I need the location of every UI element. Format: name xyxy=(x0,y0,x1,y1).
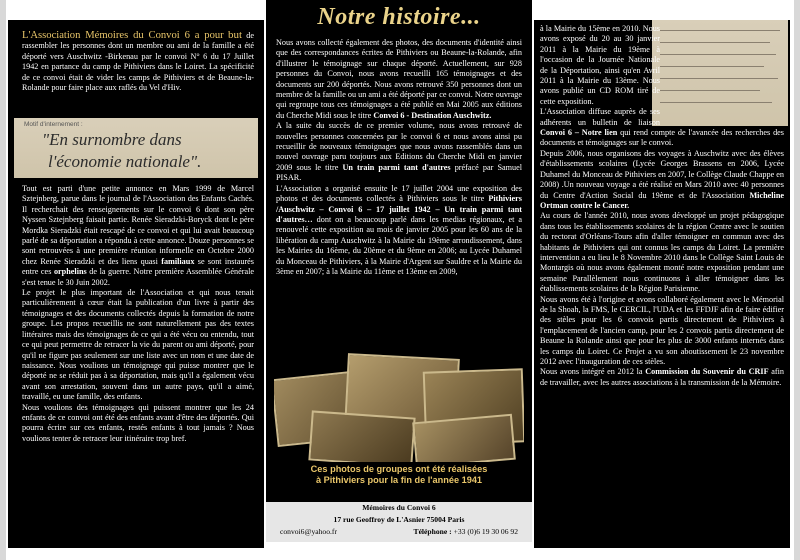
contact-footer xyxy=(266,502,532,542)
activities-paragraph-6 xyxy=(540,367,784,388)
history-text-1b: se sont instaurés entre ces xyxy=(22,256,254,277)
intro-text: de rassembler les personnes dont un membre ou ami de la famille a été déporté vers Auschwitz -Birkenau par le convoi N° 6 du 17 Juillet 1942 en partance du camp de Pithiviers dans le Loiret. La spécificité de ce convoi était de vider les camps de Pithiviers et de Beaune-la-Rolande pour faire place aux raflés du Vel d'Hiv. xyxy=(22,31,255,93)
history-paragraph-1 xyxy=(22,184,254,288)
activities-paragraph-1: à la Mairie du 15ème en 2010. Nous avons exposé du 20 au 30 janvier 2011 à la Mairie du 19ème à l'occasion de la Journée Nationale de la Déportation, ainsi qu'en Avril 2011 à la Mairie du 13ème. Nous avons publié un CD ROM tiré de cette exposition. xyxy=(540,24,660,106)
footer-name: Mémoires du Convoi 6 xyxy=(362,503,436,512)
internment-document-photo xyxy=(14,118,258,178)
group-photo-5 xyxy=(412,414,516,462)
photo-caption xyxy=(274,464,524,486)
activities-paragraph-4: Au cours de l'année 2010, nous avons développé un projet pédagogique dans tous les établissements scolaires de la région Centre avec le soutien du rectorat d'Orléans-Tours afin d'aller témoigner en commun avec des habitants de Pithiviers qui ont connus les camps du Loiret. La première intervention a eu lieu le 8 Novembre 2010 dans le Collège Saint Louis de Montargis où nous avons également monté notre exposition pendant une semaine Parallèlement nous continuons à aller témoigner dans les établissements scolaires de la Région Parisienne. xyxy=(540,211,784,294)
bulletin-title: Convoi 6 – Notre lien xyxy=(540,128,618,138)
column-left xyxy=(8,20,264,548)
collection-text-3: L'Association a organisé ensuite le 17 juillet 2004 une exposition des photos et des documents collectés à Pithiviers sous le titre xyxy=(276,183,522,204)
document-label: Motif d'internement : xyxy=(24,121,83,128)
word-familiaux: familiaux xyxy=(161,256,195,266)
association-name: Micheline Ortman contre le Cancer. xyxy=(540,190,785,210)
activities-text-2: L'Association diffuse auprès de ses adhérents un bulletin de liaison xyxy=(540,107,660,127)
activities-text-3: Depuis 2006, nous organisons des voyages à Auschwitz avec des élèves d'établissements scolaires (Lycée Georges Brassens en 2006, Lycée Duhamel du Monceau de Pithiviers en 2007, le Collège Claude Chappe en 2008) .Un nouveau voyage a été réalisé en Mars 2010 avec 40 personnes du Centre d'Action Social du 19ème et de l'Association xyxy=(540,148,784,200)
group-photo-4 xyxy=(308,410,415,462)
commission-name: Commission du Souvenir du CRIF xyxy=(645,367,769,377)
collection-text xyxy=(276,38,522,277)
group-photos-collage xyxy=(274,352,524,462)
exhibition-title: Pithiviers /Auschwitz – Convoi 6 – 17 juillet 1942 – Un train parmi tant d'autres… xyxy=(276,194,522,224)
letter-float-spacer xyxy=(660,24,784,128)
intro-paragraph xyxy=(22,30,254,93)
word-orphelins: orphelins xyxy=(53,267,87,277)
history-text-1: Tout est parti d'une petite annonce en Mars 1999 de Marcel Sztejnberg, parue dans le journal de l'Association des Enfants Cachés. Il recherchait des renseignements sur le convoi 6 dont son père Nyssen Sztejnberg faisait partie. Renée Sieradzki-Boryck dont le père Mordka Sieradzki était rescapé de ce convoi et qui lui avait beaucoup parlé de sa déportation a répondu à cette annonce. Douze personnes se sont retrouvées à une première réunion informelle en Octobre 2000 chez Renée Sieradzki et des liens quasi xyxy=(22,184,254,266)
footer-email[interactable]: convoi6@yahoo.fr xyxy=(280,527,337,536)
column-right xyxy=(534,20,790,548)
left-page-edge xyxy=(0,0,6,560)
activities-text-6b: afin de travailler, avec les autres associations à la transmission de la Mémoire. xyxy=(540,367,784,387)
collection-text-2: A la suite du succès de ce premier volume, nous avons retrouvé de nouvelles personnes concernées par le convoi 6 et nous avons ainsi pu recueillir de nouveaux témoignages que nous avons rassemblés dans un nouvel ouvrage paru toujours aux Editions du Cherche Midi en janvier 2009 sous le titre xyxy=(276,121,522,172)
footer-contact-row xyxy=(266,526,532,538)
book-title-1: Convoi 6 - Destination Auschwitz. xyxy=(373,110,492,120)
history-text-1c: de la guerre. Notre première Assemblée Générale s'est tenue le 30 Juin 2002. xyxy=(22,267,254,287)
history-body xyxy=(22,184,254,444)
footer-address: 17 rue Geoffroy de L'Asnier 75004 Paris xyxy=(333,515,465,524)
column-middle xyxy=(266,34,532,502)
caption-line-2: à Pithiviers pour la fin de l'année 1941 xyxy=(315,475,483,485)
collection-text-3b: dont on a beaucoup parlé dans les medias régionaux, et a renouvelé cette exposition au mois de janvier 2005 pour les 60 ans de la libération du camp Auschwitz à la Mairie du 19ème arrondissement, dans les Mairies du 16ème, du 20ème et du 9ème en 2006; au Lycée Duhamel du Monceau de Pithiviers, à la Mairie d'Argent sur Sauldre et la Mairie du 3ème en 2007; à la Mairie du 11ème et 13ème en 2009, xyxy=(276,214,522,276)
right-page-edge xyxy=(794,0,800,560)
activities-paragraph-3 xyxy=(540,149,784,211)
book-title-2: Un train parmi tant d'autres xyxy=(342,162,451,172)
caption-line-1: Ces photos de groupes ont été réalisées xyxy=(310,464,488,474)
handwritten-line-2: l'économie nationale". xyxy=(48,152,202,171)
history-paragraph-2: Le projet le plus important de l'Association et qui nous tenait particulièrement à cœur était la publication d'un livre à partir des témoignages et des documents collectés depuis la formation de notre groupe. Les propos recueillis ne sont naturellement pas des textes littéraires mais des témoignages de ce qui a été vécu ou entendu, tout ce qui peut permettre de retracer la vie du parent ou ami déporté, pour qu'il ne figure pas seulement sur une liste avec un nom et une date de naissance. Nous voulions un témoignage qui puisse montrer que le déporté ne se réduit pas à sa déportation, mais qu'il a également vécu avant son arrestation, souvent dans un autre pays, qu'il a aimé, travaillé, eu une famille, des enfants. xyxy=(22,288,254,402)
footer-phone: +33 (0)6 19 30 06 92 xyxy=(453,527,518,536)
activities-text-2b: qui rend compte de l'avancée des recherches des documents et témoignages sur le convoi. xyxy=(540,128,784,148)
intro-heading: L'Association Mémoires du Convoi 6 a pour xyxy=(22,30,224,41)
intro-but: but xyxy=(227,29,243,41)
collection-paragraph-2 xyxy=(276,121,522,183)
title-banner xyxy=(266,0,532,34)
activities-text-6: Nous avons intégré en 2012 la xyxy=(540,367,643,377)
page-title: Notre histoire... xyxy=(317,4,481,30)
history-paragraph-3: Nous voulions des témoignages qui puissent montrer que les 24 enfants de ce convoi ont été des enfants avant d'être des déportés. Qui pourra écrire sur ces enfants, restés enfants à tout jamais ? Nous voulions tenter de retracer leur itinéraire trop bref. xyxy=(22,402,254,443)
collection-text-1: Nous avons collecté également des photos, des documents d'identité ainsi que des correspondances écrites de Pithiviers ou Beaune-la-Rolande, afin d'illustrer le témoignage sur chaque déporté. Actuellement, sur 928 personnes du Convoi, nous avons recueilli 165 témoignages et des documents sur 200 déportés. Nous avons retrouvé 350 personnes dont un membre de la famille ou un ami a été déporté par ce convoi. Notre ouvrage qui regroupe tous ces témoignages a été publié en Mai 2005 aux éditions du Cherche Midi sous le titre xyxy=(276,38,522,120)
collection-paragraph-3 xyxy=(276,184,522,278)
collection-paragraph-1 xyxy=(276,38,522,121)
footer-phone-label: Téléphone : xyxy=(413,527,452,536)
activities-text xyxy=(540,24,784,388)
handwritten-line-1: "En surnombre dans xyxy=(42,130,182,149)
activities-paragraph-5: Nous avons été à l'origine et avons collaboré également avec le Mémorial de la Shoah, la FMS, le CERCIL, l'UDA et les FFDJF afin de faire édifier des stèles pour les 6 convois partis directement de Pithiviers à l'emplacement de l'ancien camp, pour les 2 convois partis directement de Beaune la Rolande ainsi que pour les plus de 3000 enfants internés dans les camps du Loiret. Ce Projet a vu son aboutissement le 23 novembre 2012 avec l'inauguration de ces stèles. xyxy=(540,294,784,366)
collection-text-2b: préfacé par Samuel PISAR. xyxy=(276,162,523,183)
